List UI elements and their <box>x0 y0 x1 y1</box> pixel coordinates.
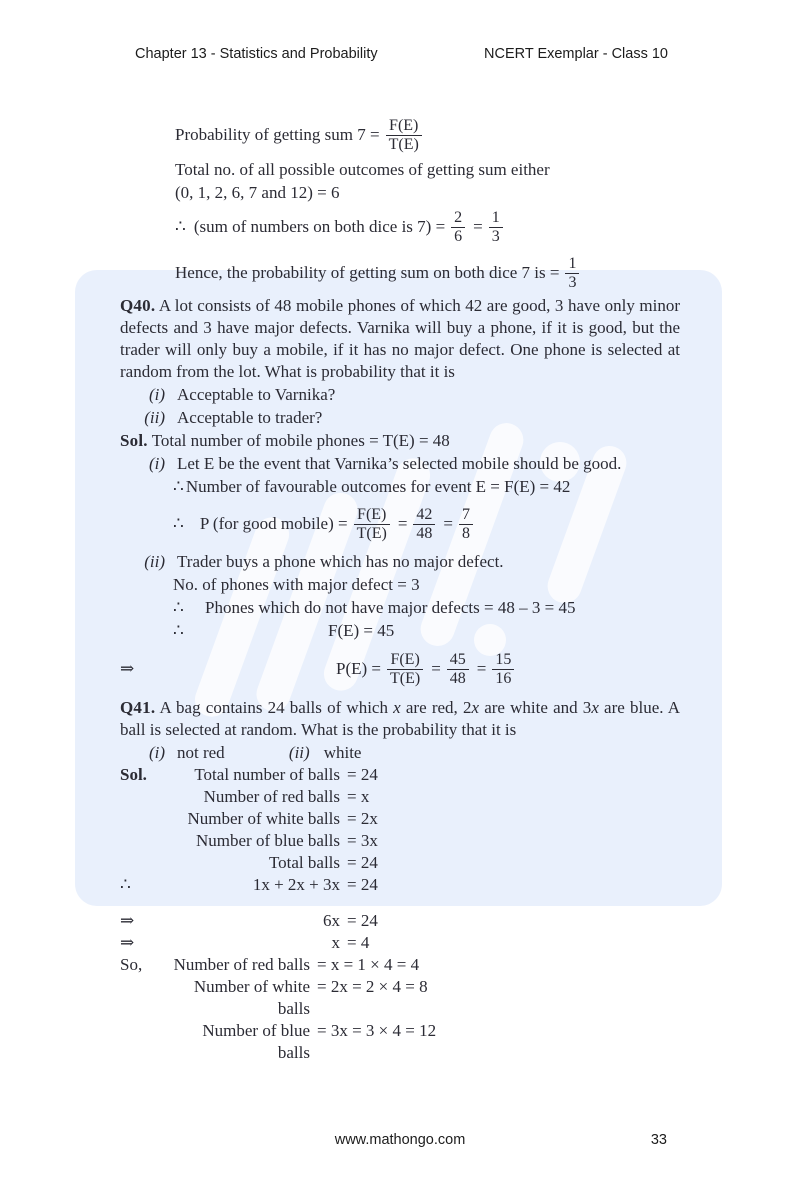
q40-item-i <box>145 383 680 406</box>
fraction-denominator: T(E) <box>388 135 419 153</box>
equation-lhs: Total number of balls <box>194 765 340 784</box>
equation-rhs: = 2x <box>347 809 378 828</box>
therefore-symbol: ∴ <box>173 621 184 640</box>
equation-row <box>120 808 680 830</box>
q40-favourable-line <box>173 475 680 498</box>
fraction-1-3 <box>565 255 579 292</box>
q40-label: Q40. <box>120 296 156 315</box>
footer-page-number: 33 <box>650 1132 667 1148</box>
equation-lhs: Number of white balls <box>193 977 310 1018</box>
fraction-7-8 <box>459 506 473 543</box>
fraction-numerator: F(E) <box>387 651 423 670</box>
equation-marker <box>120 786 168 808</box>
item-i-marker: (i) <box>148 385 165 404</box>
equation-row <box>120 764 680 786</box>
intro-line-hence <box>175 250 680 296</box>
footer-website: www.mathongo.com <box>334 1132 466 1148</box>
fraction-numerator: 42 <box>413 506 435 525</box>
page-content <box>120 112 680 1064</box>
equation-row <box>120 932 680 954</box>
equation-rhs: = 2x = 2 × 4 = 8 <box>317 977 428 996</box>
therefore-symbol: ∴ <box>173 598 184 617</box>
item-i-text: not red <box>177 743 225 762</box>
equation-rhs: = 24 <box>347 911 378 930</box>
fraction-numerator: 1 <box>489 209 503 228</box>
fraction-denominator: 3 <box>568 273 577 291</box>
item-i-text: Acceptable to Varnika? <box>177 385 336 404</box>
equation-lhs: Total balls <box>268 853 340 872</box>
header-chapter-title: Chapter 13 - Statistics and Probability <box>135 46 378 62</box>
no-major-defect-text: Phones which do not have major defects = 48 – 3 = 45 <box>205 598 576 617</box>
q40-pe-line <box>120 642 680 696</box>
page-footer <box>0 1132 800 1148</box>
q41-text: A bag contains 24 balls of which <box>159 698 394 717</box>
q40-no-major-defect-line <box>173 596 680 619</box>
intro-solution-block <box>120 112 680 296</box>
equation-lhs: 6x <box>323 911 340 930</box>
equation-lhs: x <box>331 933 340 952</box>
equals-sign: = <box>397 514 408 533</box>
fraction-denominator: 3 <box>491 227 500 245</box>
item-ii-marker: (ii) <box>288 743 310 762</box>
fraction-15-16 <box>492 651 514 688</box>
fraction-numerator: 7 <box>459 506 473 525</box>
fraction-denominator: 48 <box>449 669 466 687</box>
equation-marker <box>120 852 168 874</box>
fraction-fe-te <box>387 651 423 688</box>
page-header <box>135 46 668 62</box>
therefore-symbol: ∴ <box>173 514 184 533</box>
fraction-numerator: 2 <box>451 209 465 228</box>
fraction-numerator: F(E) <box>354 506 390 525</box>
equation-rhs: = x = 1 × 4 = 4 <box>317 955 420 974</box>
q40-p-good-mobile-line <box>173 498 680 550</box>
equation-lhs: Number of blue balls <box>196 831 340 850</box>
sol-i-text: Let E be the event that Varnika’s selected mobile should be good. <box>177 454 622 473</box>
equation-row <box>120 910 680 932</box>
intro-line-total-outcomes: Total no. of all possible outcomes of getting sum either <box>175 160 550 179</box>
header-book-title: NCERT Exemplar - Class 10 <box>484 46 668 62</box>
q40-item-ii <box>140 406 680 429</box>
q40-question-text: A lot consists of 48 mobile phones of which 42 are good, 3 have only minor defects and 3 have major defects. Varnika will buy a phone, if it is good, but the trader will only buy a mobile, if it has no major defect. One phone is selected at random from the lot. What is probability that it is <box>120 296 681 381</box>
so-marker: So, <box>120 955 143 974</box>
q41-question <box>120 697 680 741</box>
fraction-45-48 <box>447 651 469 688</box>
item-ii-text: white <box>323 743 362 762</box>
item-i-marker: (i) <box>148 743 165 762</box>
q40-sol-line <box>120 429 680 452</box>
equation-rhs: = 3x = 3 × 4 = 12 <box>317 1021 437 1040</box>
q41-text: are white and 3 <box>479 698 592 717</box>
equation-marker <box>120 808 168 830</box>
intro-line4-text: (sum of numbers on both dice is 7) = <box>193 217 446 236</box>
hence-text: Hence, the probability of getting sum on both dice 7 is = <box>175 263 560 282</box>
therefore-symbol: ∴ <box>175 217 186 236</box>
intro-line1-text: Probability of getting sum 7 = <box>175 125 380 144</box>
equation-lhs: Number of red balls <box>173 955 310 974</box>
fraction-numerator: 45 <box>447 651 469 670</box>
fraction-1-3 <box>489 209 503 246</box>
equation-rhs: = 24 <box>347 853 378 872</box>
favourable-text: Number of favourable outcomes for event E = F(E) = 42 <box>185 477 571 496</box>
highlight-content <box>120 295 680 896</box>
equation-row <box>120 874 680 896</box>
item-i-marker: (i) <box>148 454 165 473</box>
fraction-denominator: 6 <box>454 227 463 245</box>
fraction-denominator: 8 <box>462 524 470 542</box>
intro-line-probability <box>175 112 680 158</box>
q41-text: are red, 2 <box>400 698 472 717</box>
sol-label: Sol. <box>120 765 147 784</box>
fraction-numerator: 1 <box>565 255 579 274</box>
therefore-symbol: ∴ <box>120 875 131 894</box>
sol-label: Sol. <box>120 431 148 450</box>
equation-marker <box>120 830 168 852</box>
implies-symbol: ⇒ <box>120 933 135 952</box>
equation-row <box>120 1020 680 1064</box>
therefore-symbol: ∴ <box>173 477 184 496</box>
fraction-numerator: F(E) <box>386 117 422 136</box>
equation-row <box>120 786 680 808</box>
q40-fe45-line <box>173 619 680 642</box>
equals-sign: = <box>476 659 487 678</box>
q40-sol-i-line <box>145 452 680 475</box>
equation-row <box>120 976 680 1020</box>
intro-line-sum-probability <box>175 204 680 250</box>
fraction-denominator: T(E) <box>390 669 421 687</box>
equation-rhs: = x <box>347 787 370 806</box>
fraction-denominator: T(E) <box>356 524 387 542</box>
q40-question <box>120 295 680 383</box>
equals-sign: = <box>473 217 483 236</box>
sol-ii-text: Trader buys a phone which has no major defect. <box>177 552 504 571</box>
q41-items-line <box>145 741 680 764</box>
equation-lhs: 1x + 2x + 3x <box>252 875 340 894</box>
fraction-denominator: 48 <box>416 524 433 542</box>
variable-x: x <box>471 698 480 717</box>
equation-rhs: = 24 <box>347 875 378 894</box>
intro-line-outcome-list: (0, 1, 2, 6, 7 and 12) = 6 <box>175 183 340 202</box>
fe45-text: F(E) = 45 <box>328 621 395 640</box>
equation-row <box>120 954 680 976</box>
equation-marker <box>120 976 168 1020</box>
variable-x: x <box>393 698 401 717</box>
item-ii-marker: (ii) <box>144 408 165 427</box>
q41-text: are blue. A ball is selected at random. What is the probability that it is <box>120 698 681 739</box>
implies-symbol: ⇒ <box>120 659 135 678</box>
equals-sign: = <box>431 659 441 678</box>
p-good-mobile-text: P (for good mobile) = <box>199 514 348 533</box>
fraction-fe-te <box>386 117 422 154</box>
equation-lhs: Number of blue balls <box>202 1021 310 1062</box>
equation-rhs: = 24 <box>347 765 378 784</box>
item-ii-text: Acceptable to trader? <box>177 408 323 427</box>
fraction-fe-te <box>354 506 390 543</box>
q40-major-defect-line: No. of phones with major defect = 3 <box>173 575 420 594</box>
item-ii-marker: (ii) <box>144 552 165 571</box>
post-highlight-block <box>120 910 680 1064</box>
highlighted-panel <box>75 270 722 906</box>
variable-x: x <box>591 698 599 717</box>
equation-row <box>120 852 680 874</box>
equation-rhs: = 4 <box>347 933 370 952</box>
equation-rhs: = 3x <box>347 831 378 850</box>
fraction-numerator: 15 <box>492 651 514 670</box>
fraction-42-48 <box>413 506 435 543</box>
fraction-denominator: 16 <box>495 669 512 687</box>
equation-lhs: Number of red balls <box>203 787 340 806</box>
implies-symbol: ⇒ <box>120 911 135 930</box>
equation-row <box>120 830 680 852</box>
q40-sol-ii-line <box>140 550 680 573</box>
equals-sign: = <box>443 514 453 533</box>
q41-label: Q41. <box>120 698 156 717</box>
equation-lhs: Number of white balls <box>187 809 340 828</box>
pe-text: P(E) = <box>336 659 381 678</box>
fraction-2-6 <box>451 209 465 246</box>
sol-text: Total number of mobile phones = T(E) = 48 <box>151 431 450 450</box>
equation-marker <box>120 1020 168 1064</box>
